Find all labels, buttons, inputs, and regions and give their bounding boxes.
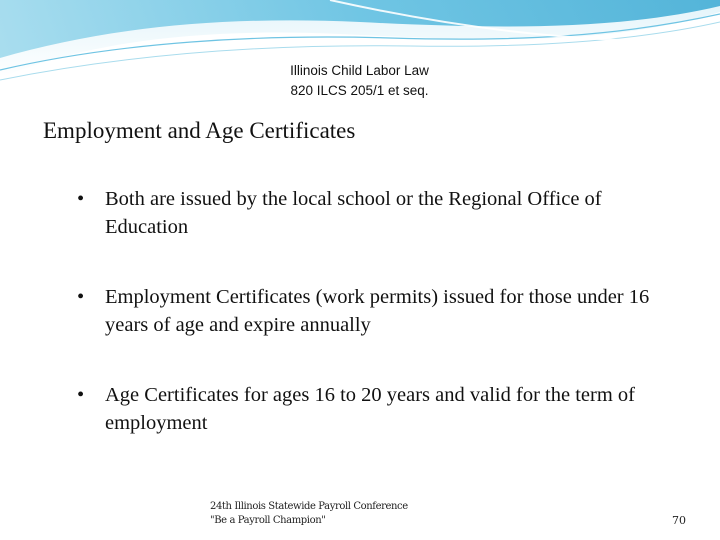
bullet-item-1 <box>75 185 665 241</box>
slide-footer <box>210 500 408 528</box>
bullet-item-3 <box>75 381 665 437</box>
bullet-icon: • <box>77 188 85 210</box>
bullet-icon: • <box>77 384 85 406</box>
footer-line-1: 24th Illinois Statewide Payroll Conference <box>210 501 408 512</box>
bullet-text: Both are issued by the local school or the Regional Office of Education <box>105 188 602 238</box>
page-number: 70 <box>672 514 686 527</box>
bullet-icon: • <box>77 286 85 308</box>
header-line-1: Illinois Child Labor Law <box>290 63 429 78</box>
bullet-text: Age Certificates for ages 16 to 20 years and valid for the term of employment <box>105 384 635 434</box>
slide-header <box>0 61 720 101</box>
slide-title: Employment and Age Certificates <box>43 118 356 143</box>
footer-line-2: "Be a Payroll Champion" <box>210 515 326 526</box>
bullet-item-2 <box>75 283 665 339</box>
bullet-text: Employment Certificates (work permits) issued for those under 16 years of age and expire annually <box>105 286 650 336</box>
header-line-2: 820 ILCS 205/1 et seq. <box>290 83 429 98</box>
